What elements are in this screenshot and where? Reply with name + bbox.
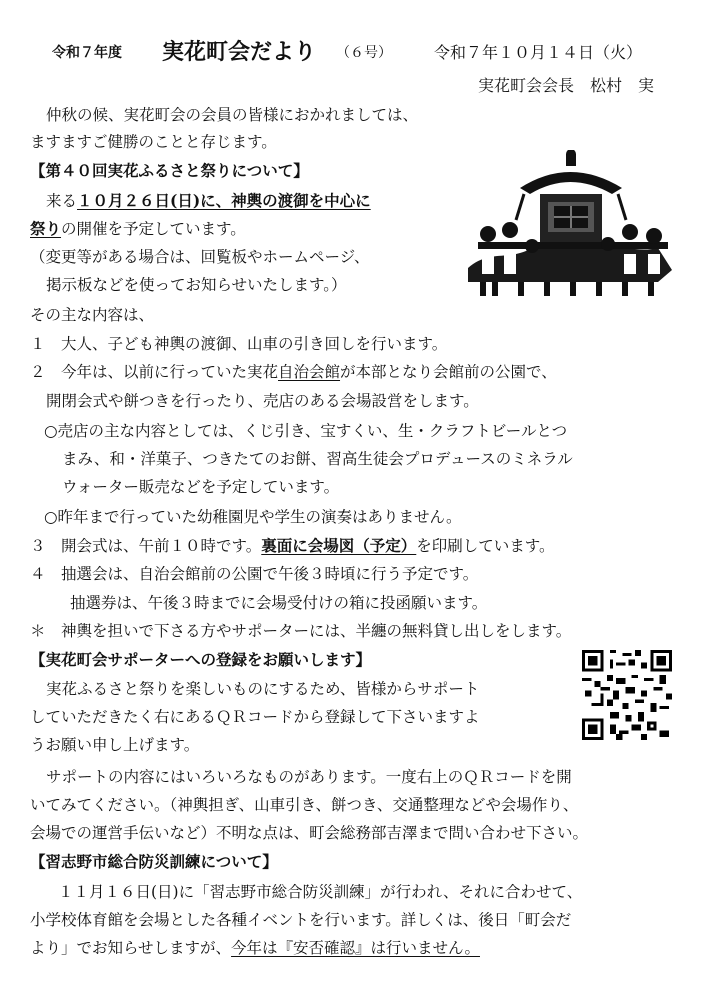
newsletter-issue: （６号） bbox=[336, 45, 392, 61]
drill-text: 小学校体育館を会場とした各種イベントを行います。詳しくは、後日「町会だ bbox=[30, 911, 572, 929]
festival-highlight: 祭り bbox=[30, 219, 62, 238]
list-item: １ 大人、子ども神輿の渡御、山車の引き回しを行います。 bbox=[30, 335, 448, 353]
supporter-text: 実花ふるさと祭りを楽しいものにするため、皆様からサポート bbox=[46, 680, 480, 698]
list-item: ４ 抽選会は、自治会館前の公園で午後３時頃に行う予定です。 bbox=[30, 565, 479, 583]
no-performance-note: ○昨年まで行っていた幼稚園児や学生の演奏はありません。 bbox=[44, 508, 462, 526]
list-item bbox=[30, 360, 557, 382]
list-item-cont: 開閉会式や餅つきを行ったり、売店のある会場設営をします。 bbox=[46, 392, 479, 410]
festival-heading: 【第４０回実花ふるさと祭りについて】 bbox=[30, 161, 309, 180]
newsletter-year: 令和７年度 bbox=[52, 45, 122, 61]
greeting-line: ますますご健勝のことと存じます。 bbox=[30, 133, 277, 151]
happi-note: ＊ 神輿を担いで下さる方やサポーターには、半纏の無料貸し出しをします。 bbox=[30, 622, 572, 640]
supporter-text: うお願い申し上げます。 bbox=[30, 736, 200, 754]
newsletter-title: 実花町会だより bbox=[162, 39, 317, 65]
intro-suffix: の開催を予定しています。 bbox=[61, 220, 246, 238]
hall-highlight: 自治会館 bbox=[278, 363, 341, 381]
issue-date: 令和７年１０月１４日（火） bbox=[434, 43, 643, 62]
item2-text: ２ 今年は、以前に行っていた実花 bbox=[30, 363, 279, 381]
festival-note: （変更等がある場合は、回覧板やホームページ、 bbox=[30, 248, 370, 266]
qr-code-icon[interactable] bbox=[582, 650, 672, 740]
mikoshi-festival-illustration bbox=[458, 150, 682, 300]
sender: 実花町会会長 松村 実 bbox=[478, 76, 655, 95]
shop-details: ○売店の主な内容としては、くじ引き、宝すくい、生・クラフトビールとつ bbox=[44, 422, 568, 440]
supporter-text: していただきたく右にあるＱＲコードから登録して下さいますよ bbox=[30, 708, 480, 726]
festival-intro-cont bbox=[30, 217, 246, 239]
festival-note: 掲示板などを使ってお知らせいたします。） bbox=[46, 276, 347, 294]
supporter-text: いてみてください。（神輿担ぎ、山車引き、餅つき、交通整理などや会場作り、 bbox=[30, 796, 579, 814]
supporter-text: サポートの内容にはいろいろなものがあります。一度右上のＱＲコードを開 bbox=[46, 768, 572, 786]
drill-text bbox=[30, 936, 480, 958]
shop-details: ウォーター販売などを予定しています。 bbox=[62, 478, 340, 496]
intro-prefix: 来る bbox=[46, 192, 78, 210]
festival-intro bbox=[46, 189, 371, 211]
drill-heading: 【習志野市総合防災訓練について】 bbox=[30, 852, 278, 871]
contents-intro: その主な内容は、 bbox=[30, 306, 155, 324]
greeting-line: 仲秋の候、実花町会の会員の皆様におかれましては、 bbox=[46, 106, 419, 124]
shop-details: まみ、和・洋菓子、つきたてのお餅、習高生徒会プロデュースのミネラル bbox=[62, 450, 573, 468]
venue-map-highlight: 裏面に会場図（予定） bbox=[261, 536, 417, 555]
drill-text: １１月１６日(日)に「習志野市総合防災訓練」が行われ、それに合わせて、 bbox=[58, 883, 583, 901]
item3-text-cont: を印刷しています。 bbox=[416, 537, 555, 555]
festival-date-highlight: １０月２６日(日)に、神輿の渡御を中心に bbox=[77, 191, 371, 210]
supporter-text: 会場での運営手伝いなど）不明な点は、町会総務部吉澤まで問い合わせ下さい。 bbox=[30, 824, 589, 842]
drill-text-a: より」でお知らせしますが、 bbox=[30, 939, 232, 957]
list-item bbox=[30, 534, 555, 556]
item2-text-cont: が本部となり会館前の公園で、 bbox=[340, 363, 557, 381]
item3-text: ３ 開会式は、午前１０時です。 bbox=[30, 537, 262, 555]
list-item-cont: 抽選券は、午後３時までに会場受付けの箱に投函願います。 bbox=[70, 594, 488, 612]
no-safety-check-highlight: 今年は『安否確認』は行いません。 bbox=[231, 939, 480, 957]
supporter-heading: 【実花町会サポーターへの登録をお願いします】 bbox=[30, 650, 372, 669]
